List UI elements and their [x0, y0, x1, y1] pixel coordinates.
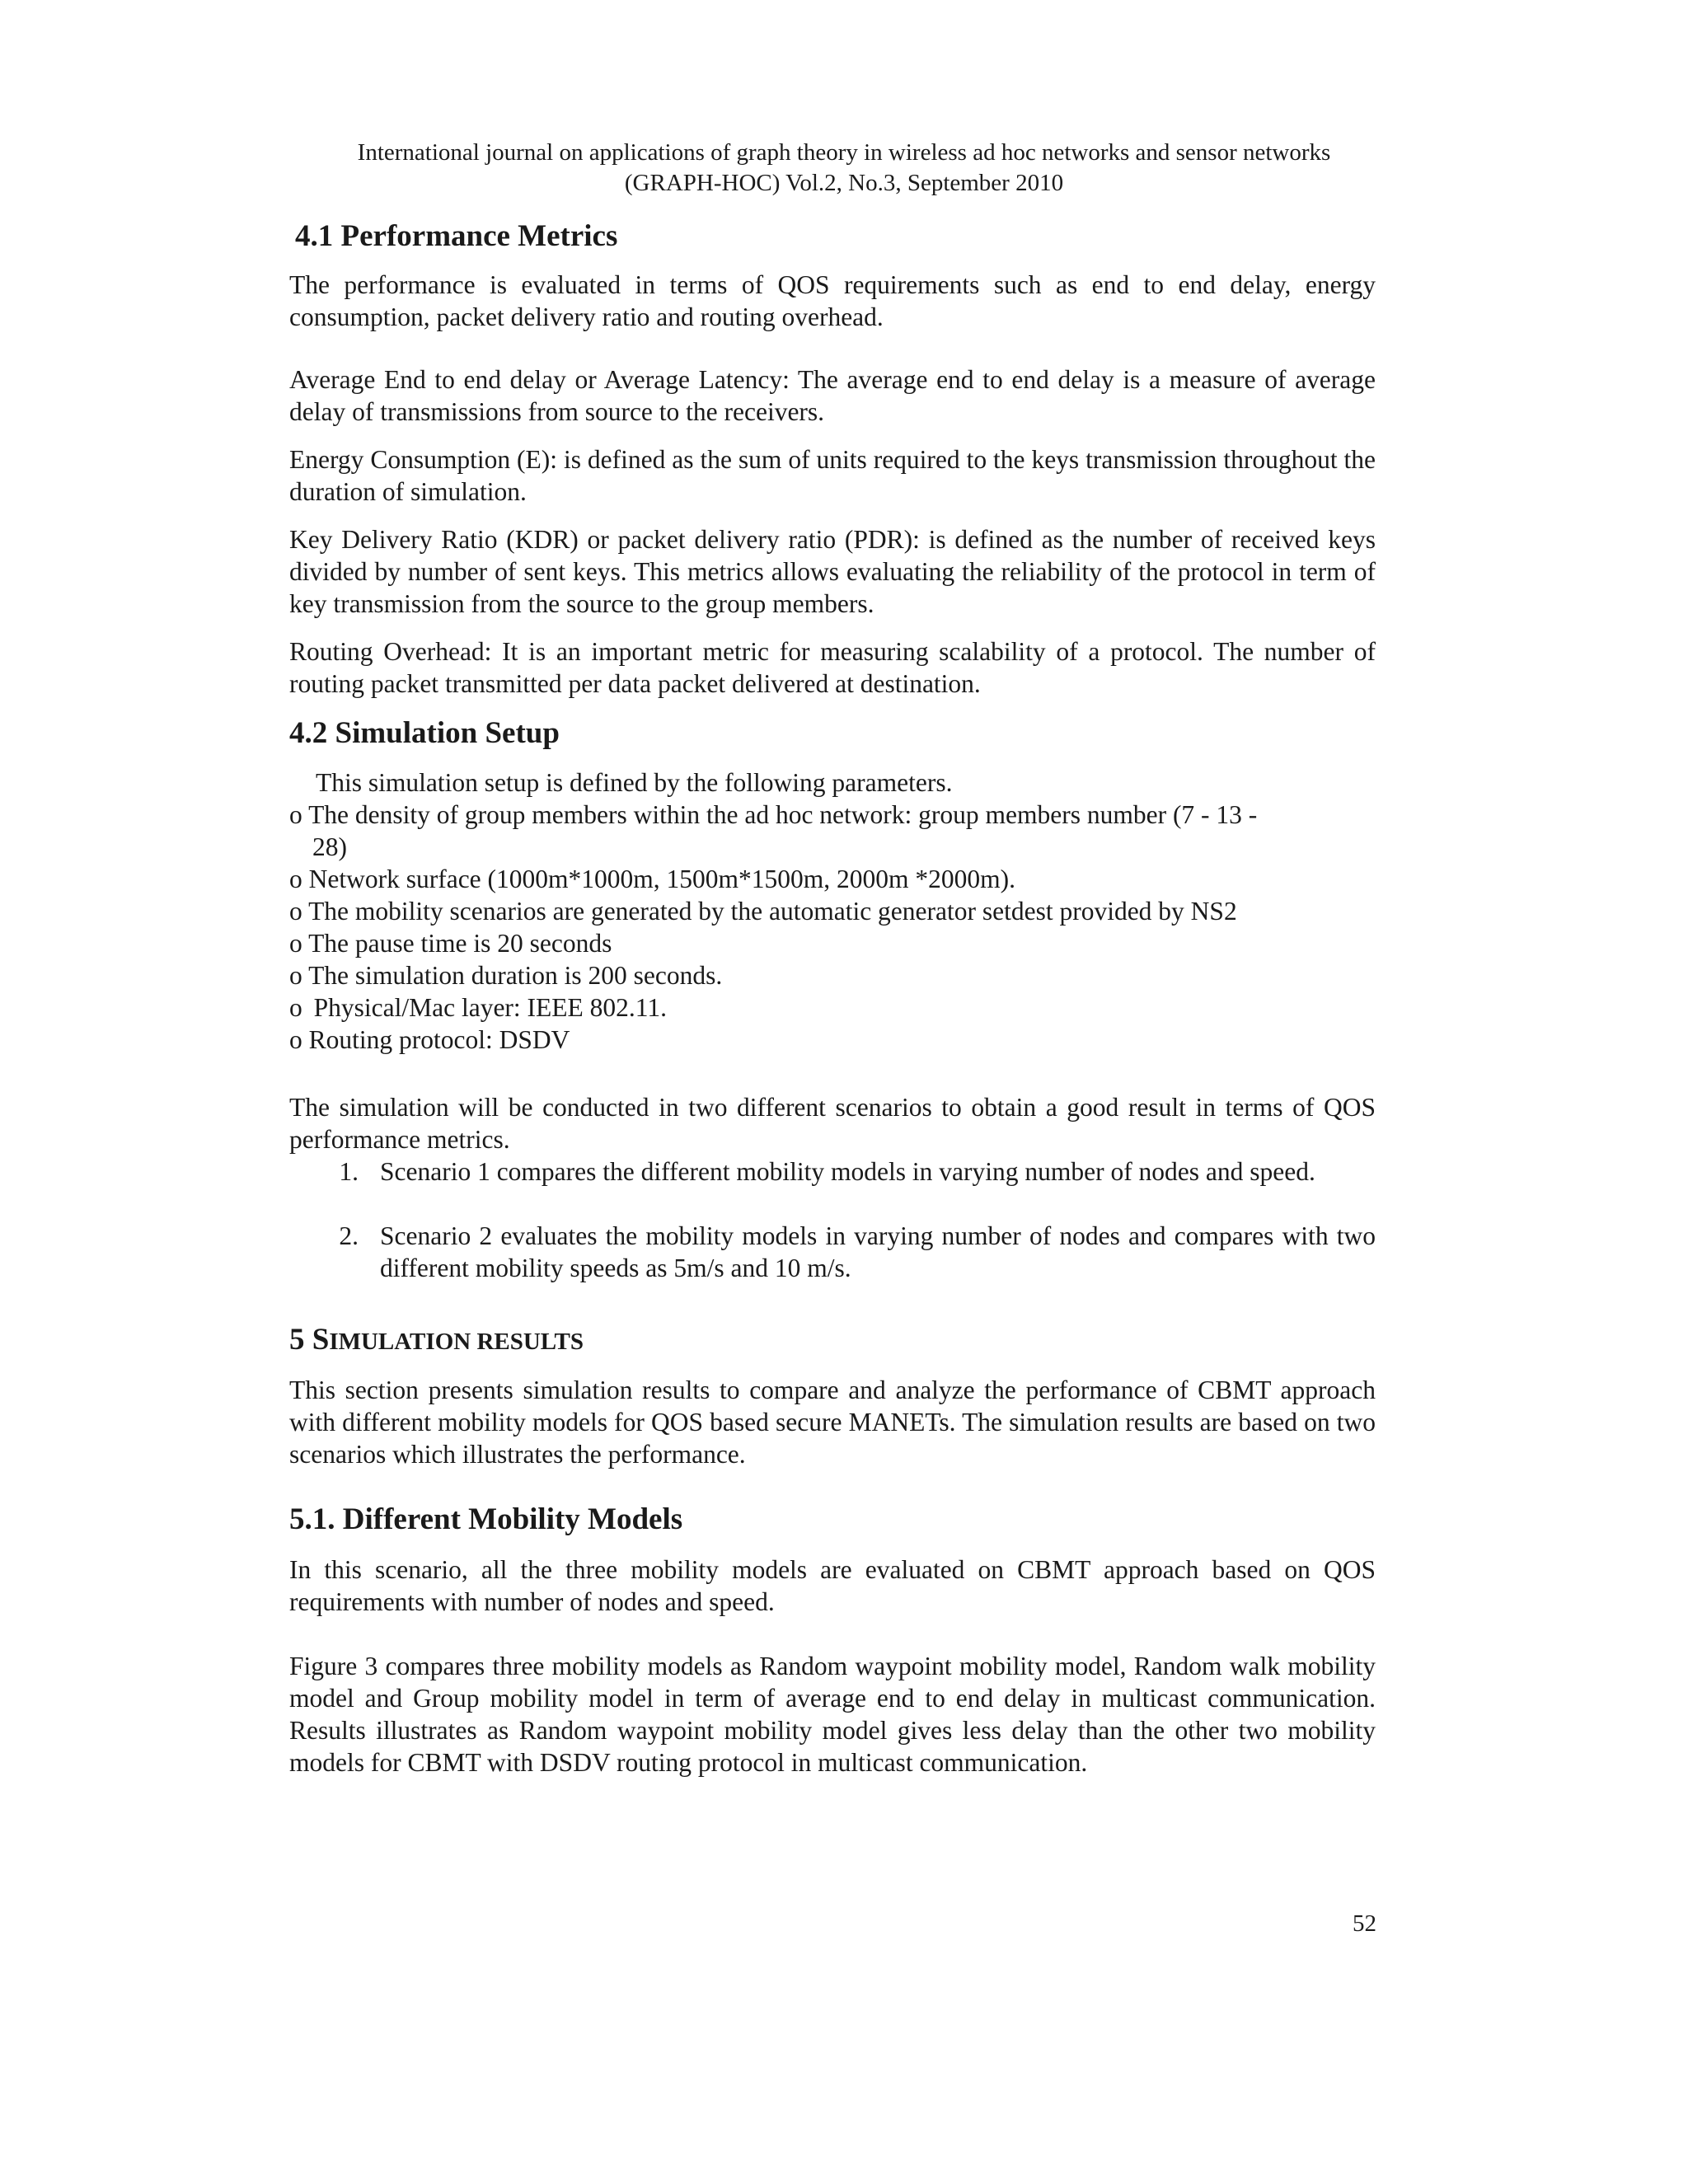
- heading-smallcaps: RESULTS: [476, 1329, 584, 1355]
- bullet-text: The simulation duration is 200 seconds.: [308, 961, 723, 990]
- journal-header-line2: (GRAPH-HOC) Vol.2, No.3, September 2010: [624, 170, 1064, 196]
- simulation-setup-intro: This simulation setup is defined by the following parameters.: [316, 768, 953, 797]
- heading-number: 5: [289, 1323, 312, 1357]
- bullet-item: [289, 959, 722, 991]
- bullet-item: [289, 1024, 570, 1056]
- simulation-results-paragraph: This section presents simulation results to compare and analyze the performance of CBMT approach with different mobility models for QOS based secure MANETs. The simulation results are based on two scenarios which illustrates the performance.: [289, 1376, 1376, 1469]
- heading-smallcaps: IMULATION: [329, 1329, 477, 1355]
- bullet-continuation: 28): [312, 832, 347, 861]
- section-4-1-heading: 4.1 Performance Metrics: [295, 219, 618, 253]
- section-4-2-heading: 4.2 Simulation Setup: [289, 716, 560, 750]
- scenarios-intro-paragraph: The simulation will be conducted in two different scenarios to obtain a good result in terms of QOS performance metrics.: [289, 1093, 1376, 1154]
- mobility-models-intro-paragraph: In this scenario, all the three mobility models are evaluated on CBMT approach based on QOS requirements with number of nodes and speed.: [289, 1555, 1376, 1616]
- bullet-text: Routing protocol: DSDV: [308, 1025, 570, 1054]
- bullet-text: Physical/Mac layer: IEEE 802.11.: [313, 993, 667, 1022]
- key-delivery-ratio-paragraph: Key Delivery Ratio (KDR) or packet delivery ratio (PDR): is defined as the number of received keys divided by number of sent keys. This metrics allows evaluating the reliability of the protocol in term of key transmission from the source to the group members.: [289, 525, 1376, 618]
- list-number: 2.: [339, 1221, 359, 1250]
- bullet-text: The mobility scenarios are generated by the automatic generator setdest provided by NS2: [308, 897, 1237, 926]
- bullet-item: [289, 863, 1015, 895]
- bullet-item: [289, 991, 667, 1024]
- bullet-mark: o: [289, 929, 302, 958]
- bullet-text: The density of group members within the ad hoc network: group members number (7 - 13 -: [308, 800, 1258, 829]
- heading-initial: S: [312, 1323, 330, 1357]
- bullet-item: [289, 927, 612, 959]
- page-number: 52: [1353, 1910, 1376, 1937]
- journal-header-line1: International journal on applications of graph theory in wireless ad hoc networks and sensor networks: [357, 139, 1331, 166]
- bullet-mark: o: [289, 897, 302, 926]
- section-5-1-heading: 5.1. Different Mobility Models: [289, 1502, 683, 1536]
- performance-intro-paragraph: The performance is evaluated in terms of QOS requirements such as end to end delay, energy consumption, packet delivery ratio and routing overhead.: [289, 270, 1376, 331]
- bullet-mark: o: [289, 993, 309, 1022]
- bullet-mark: o: [289, 1025, 302, 1054]
- scenario-text: Scenario 1 compares the different mobility models in varying number of nodes and speed.: [380, 1157, 1315, 1186]
- bullet-mark: o: [289, 961, 302, 990]
- scenario-text: Scenario 2 evaluates the mobility models in varying number of nodes and compares with two different mobility speeds as 5m/s and 10 m/s.: [380, 1221, 1376, 1282]
- end-to-end-delay-paragraph: Average End to end delay or Average Latency: The average end to end delay is a measure of average delay of transmissions from source to the receivers.: [289, 365, 1376, 426]
- bullet-text: Network surface (1000m*1000m, 1500m*1500m, 2000m *2000m).: [308, 865, 1016, 893]
- bullet-item: [289, 895, 1237, 927]
- bullet-mark: o: [289, 800, 302, 829]
- bullet-item: [289, 799, 1257, 831]
- routing-overhead-paragraph: Routing Overhead: It is an important metric for measuring scalability of a protocol. The number of routing packet transmitted per data packet delivered at destination.: [289, 637, 1376, 698]
- bullet-text: The pause time is 20 seconds: [308, 929, 612, 958]
- bullet-mark: o: [289, 865, 302, 893]
- figure-3-description-paragraph: Figure 3 compares three mobility models as Random waypoint mobility model, Random walk mobility model and Group mobility model in term of average end to end delay in multicast communication. Results illustrates as Random waypoint mobility model gives less delay than the other two mobility models for CBMT with DSDV routing protocol in multicast communication.: [289, 1652, 1376, 1777]
- list-number: 1.: [339, 1157, 359, 1186]
- section-5-heading: [289, 1323, 584, 1359]
- energy-consumption-paragraph: Energy Consumption (E): is defined as the sum of units required to the keys transmission throughout the duration of simulation.: [289, 445, 1376, 506]
